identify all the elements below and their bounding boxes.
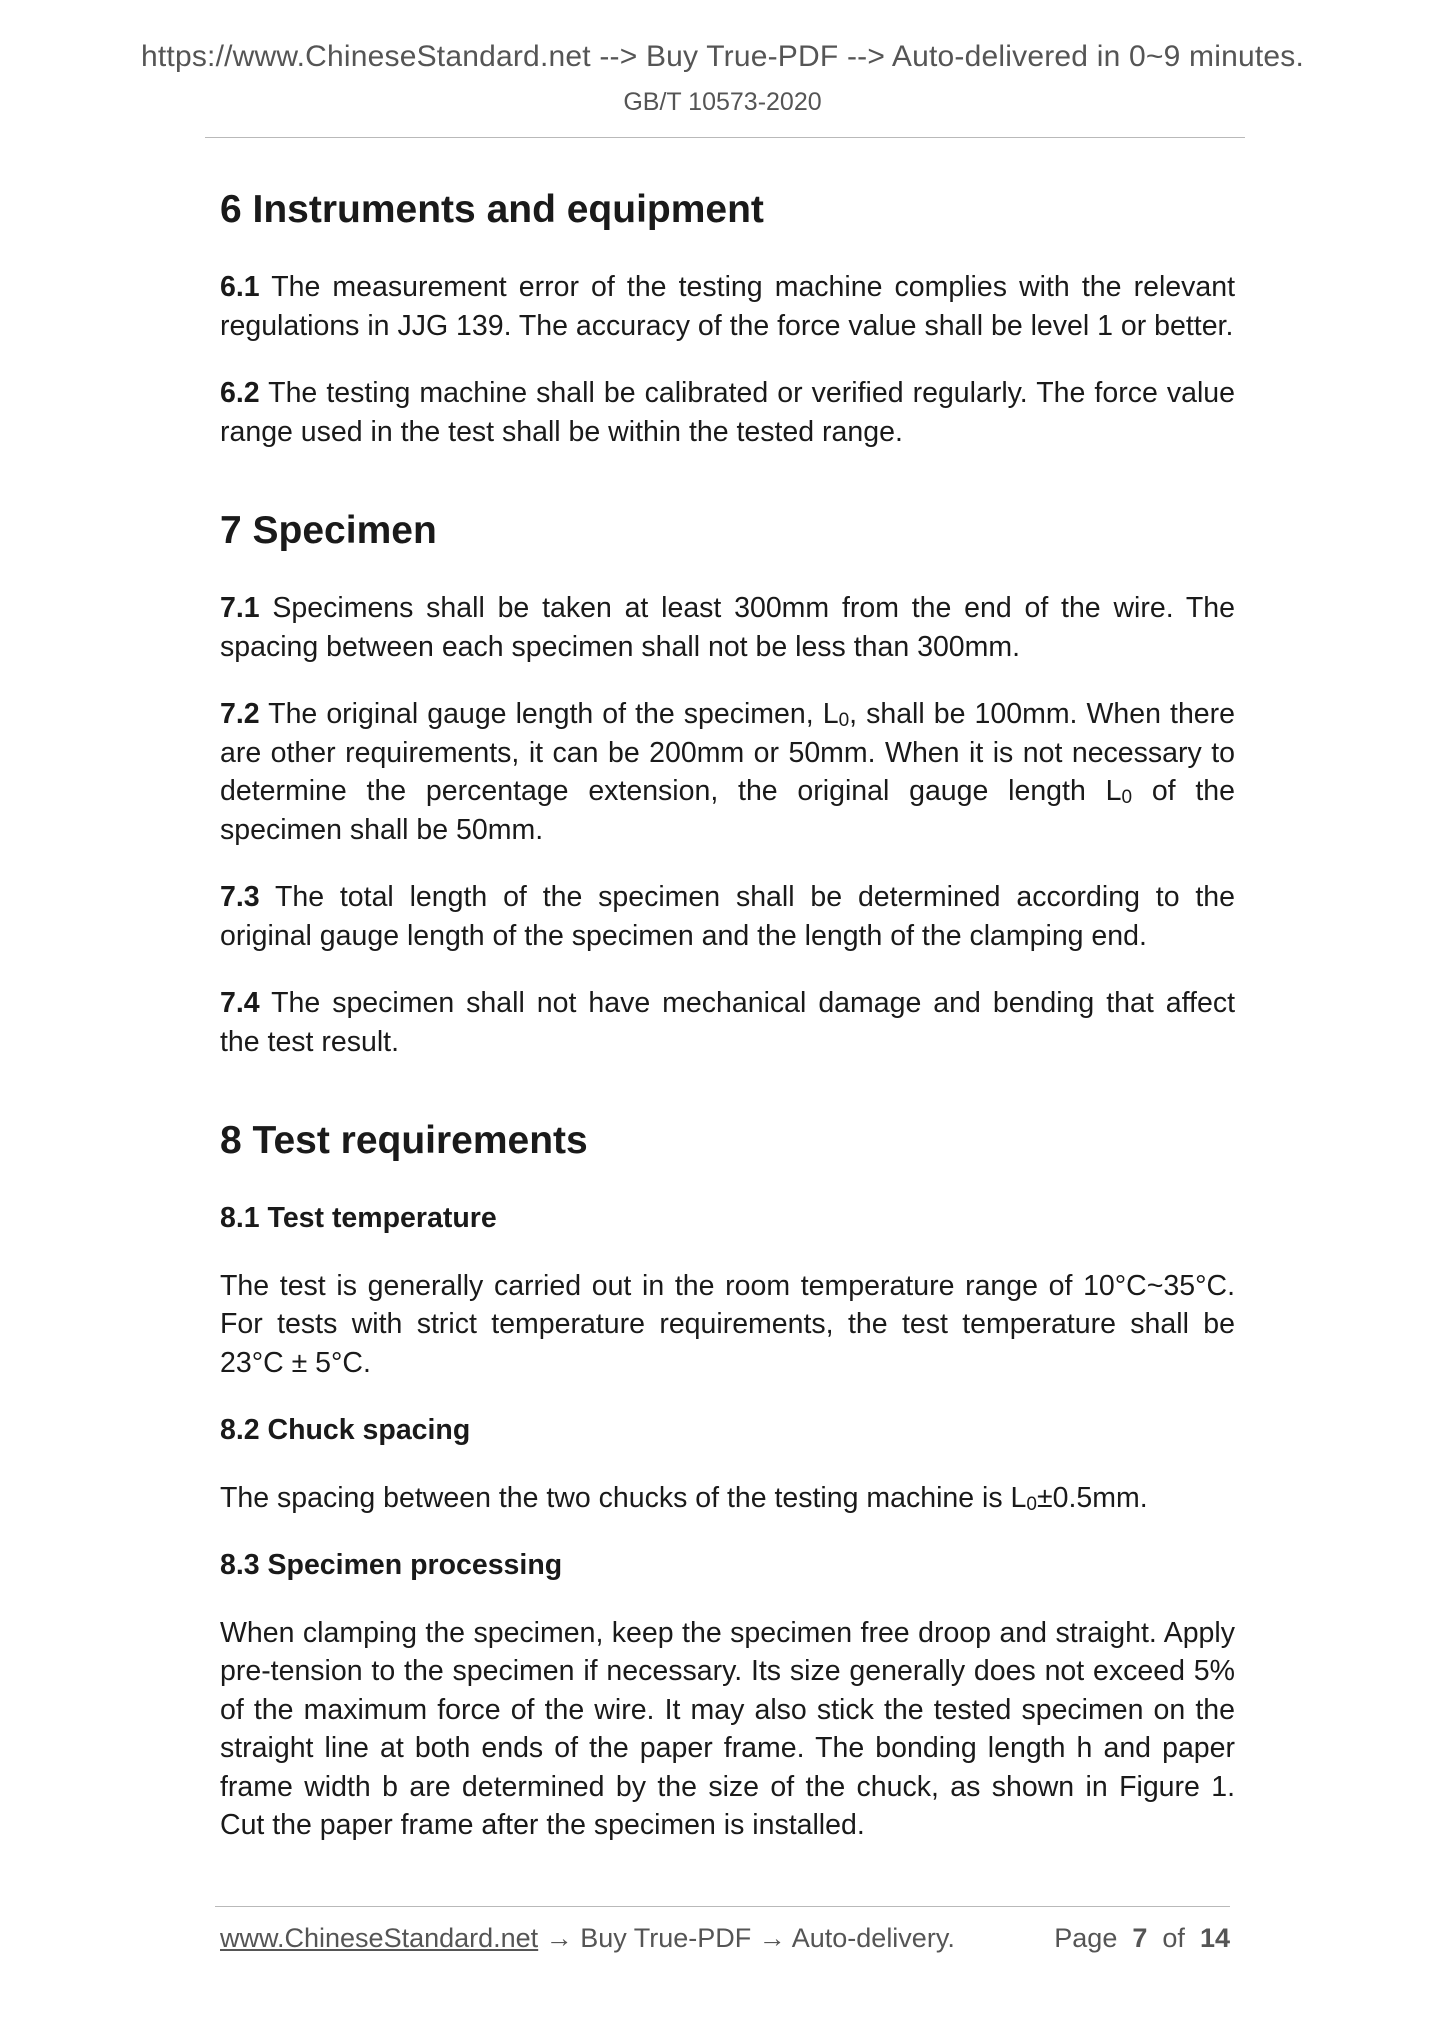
subsection-8-1-heading: 8.1 Test temperature: [220, 1202, 497, 1234]
page-label: Page: [1054, 1923, 1118, 1953]
header-url-line: https://www.ChineseStandard.net --> Buy True-PDF --> Auto-delivered in 0~9 minutes.: [141, 40, 1304, 73]
header-divider: [205, 137, 1245, 138]
page-content: [220, 180, 1235, 1845]
clause-7-2: [220, 695, 1235, 849]
subscript: 0: [1121, 787, 1133, 808]
page-footer: [220, 1923, 1230, 1954]
subscript: 0: [838, 710, 850, 731]
page-of: of: [1162, 1923, 1185, 1953]
page-total: 14: [1199, 1923, 1230, 1953]
clause-text: The original gauge length of the specimen, L: [259, 698, 839, 730]
clause-number: 7.1: [220, 592, 260, 624]
clause-text: of the specimen shall be 50mm.: [220, 775, 1235, 846]
footer-site-link[interactable]: www.ChineseStandard.net: [220, 1923, 539, 1953]
subscript: 0: [1026, 1493, 1037, 1515]
clause-number: 7.3: [220, 881, 260, 913]
clause-6-1: [220, 268, 1235, 345]
clause-text: The specimen shall not have mechanical damage and bending that affect the test result.: [220, 987, 1235, 1058]
clause-7-4: [220, 984, 1235, 1061]
section-6-heading: 6 Instruments and equipment: [220, 188, 764, 231]
clause-7-3: [220, 878, 1235, 955]
footer-left: [220, 1923, 955, 1954]
subsection-8-3-heading: 8.3 Specimen processing: [220, 1549, 563, 1581]
standard-number: GB/T 10573-2020: [623, 88, 822, 116]
subsection-8-2-heading: 8.2 Chuck spacing: [220, 1414, 471, 1446]
subsection-8-3-text: When clamping the specimen, keep the specimen free droop and straight. Apply pre-tension to the specimen if necessary. Its size generally does not exceed 5% of the maximum force of the wire. It may also stick the tested specimen on the straight line at both ends of the paper frame. The bonding length h and paper frame width b are determined by the size of the chuck, as shown in Figure 1. Cut the paper frame after the specimen is installed.: [220, 1616, 1235, 1841]
page-current: 7: [1132, 1923, 1148, 1953]
clause-text: Specimens shall be taken at least 300mm from the end of the wire. The spacing between each specimen shall not be less than 300mm.: [220, 592, 1235, 663]
clause-text: , shall be 100mm. When there are other requirements, it can be 200mm or 50mm. When it is not necessary to determine the percentage extension, the original gauge length L: [220, 698, 1235, 807]
clause-7-1: [220, 589, 1235, 666]
footer-divider: [215, 1906, 1230, 1907]
clause-number: 6.2: [220, 377, 260, 409]
subsection-8-2-text: [220, 1479, 1235, 1518]
clause-number: 7.4: [220, 987, 260, 1019]
subsection-8-1-text: The test is generally carried out in the room temperature range of 10°C~35°C. For tests with strict temperature requirements, the test temperature shall be 23°C ± 5°C.: [220, 1269, 1235, 1379]
clause-number: 7.2: [220, 698, 260, 730]
clause-number: 6.1: [220, 271, 260, 303]
clause-text: The spacing between the two chucks of the testing machine is L: [220, 1481, 1027, 1514]
clause-text: The testing machine shall be calibrated or verified regularly. The force value range used in the test shall be within the tested range.: [220, 377, 1235, 448]
page-indicator: [1054, 1923, 1230, 1954]
clause-6-2: [220, 374, 1235, 451]
clause-text: The total length of the specimen shall be determined according to the original gauge length of the specimen and the length of the clamping end.: [220, 881, 1235, 952]
clause-text: The measurement error of the testing machine complies with the relevant regulations in JJG 139. The accuracy of the force value shall be level 1 or better.: [220, 271, 1235, 342]
section-7-heading: 7 Specimen: [220, 509, 437, 552]
footer-tail-text: → Buy True-PDF → Auto-delivery.: [538, 1923, 955, 1953]
section-8-heading: 8 Test requirements: [220, 1119, 588, 1162]
clause-text: ±0.5mm.: [1036, 1481, 1148, 1514]
